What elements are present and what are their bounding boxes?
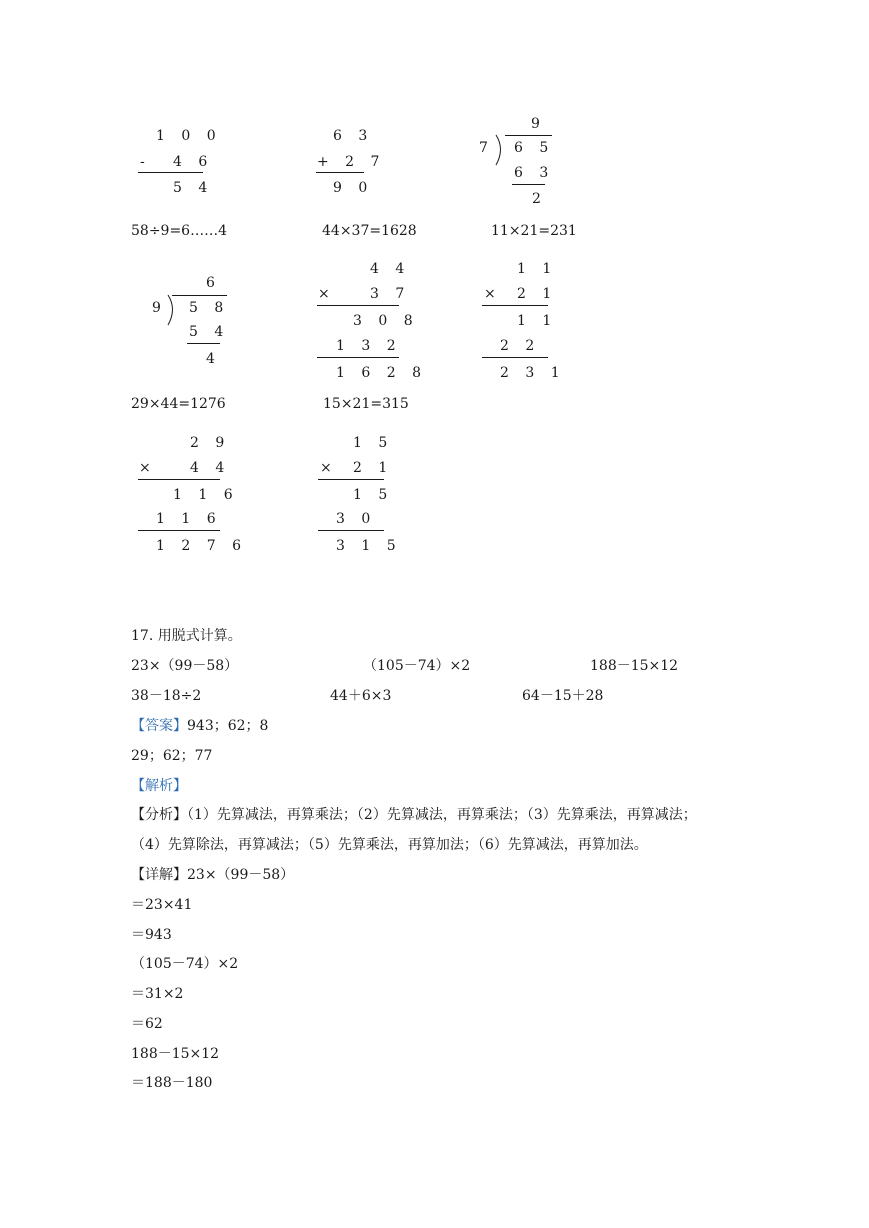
mul1-row2: 3 7: [370, 286, 411, 302]
mul3-row2: 4 4: [190, 460, 231, 476]
detail-step: ＝62: [131, 1016, 163, 1032]
analysis-line: [131, 808, 697, 822]
div1-bracket: [494, 134, 506, 166]
add-row1: 6 3: [333, 128, 374, 144]
mul4-operator: ×: [320, 460, 332, 476]
div2-quotient: 6: [206, 275, 215, 291]
mul4-partial2: 3 0: [336, 511, 377, 527]
mul4-partial1: 1 5: [353, 487, 394, 503]
answer-line-2: 29；62；77: [131, 748, 213, 764]
detail-line: [131, 868, 294, 882]
mul2-rule2: [482, 357, 548, 358]
mul1-result: 1 6 2 8: [336, 365, 427, 381]
mul2-row1: 1 1: [517, 261, 558, 277]
fenxi-text: （1）先算减法，再算乘法；（2）先算减法，再算乘法；（3）先算乘法，再算减法；: [187, 807, 697, 823]
equation-label: 29×44=1276: [131, 396, 226, 412]
add-rule: [316, 172, 364, 173]
fenxi-tag: 【分析】: [131, 807, 187, 823]
mul3-operator: ×: [139, 460, 151, 476]
div1-top-rule: [505, 135, 552, 136]
mul3-row1: 2 9: [190, 435, 231, 451]
problem-item: 64－15＋28: [522, 688, 604, 704]
div2-bracket: [166, 294, 178, 326]
mul1-operator: ×: [318, 286, 330, 302]
mul4-row2: 2 1: [353, 460, 394, 476]
detail-step: ＝31×2: [131, 986, 184, 1002]
div2-remainder: 4: [206, 351, 215, 367]
mul4-result: 3 1 5: [336, 538, 402, 554]
div1-divisor: 7: [479, 140, 488, 156]
div1-product: 6 3: [514, 165, 555, 181]
detail-text: 23×（99－58）: [187, 867, 295, 883]
div2-top-rule: [172, 295, 227, 296]
div2-dividend: 5 8: [189, 300, 230, 316]
mul2-rule1: [482, 305, 548, 306]
mul2-partial2: 2 2: [500, 338, 541, 354]
mul3-partial2: 1 1 6: [156, 511, 222, 527]
mul3-rule1: [138, 479, 220, 480]
detail-step: ＝188－180: [131, 1075, 213, 1091]
mul1-row1: 4 4: [370, 261, 411, 277]
mul3-rule2: [138, 530, 220, 531]
mul1-partial1: 3 0 8: [353, 313, 419, 329]
div2-divisor: 9: [152, 300, 161, 316]
equation-label: 15×21=315: [323, 396, 409, 412]
sub-row1: 1 0 0: [156, 128, 222, 144]
div1-rule: [512, 184, 545, 185]
answer-values: 943；62；8: [187, 718, 269, 734]
div2-rule: [187, 343, 220, 344]
mul3-partial1: 1 1 6: [173, 487, 239, 503]
question-title: 17. 用脱式计算。: [131, 628, 242, 644]
detail-step: ＝943: [131, 927, 172, 943]
sub-result: 5 4: [173, 180, 214, 196]
sub-operator: -: [140, 154, 145, 170]
add-row2: + 2 7: [317, 154, 386, 170]
problem-item: 38－18÷2: [131, 688, 202, 704]
mul1-rule2: [317, 357, 399, 358]
analysis-tag: 【解析】: [131, 778, 187, 794]
detail-step: （105－74）×2: [131, 956, 239, 972]
detail-step: 188－15×12: [131, 1046, 220, 1062]
problem-item: 23×（99－58）: [131, 658, 239, 674]
problem-item: 44＋6×3: [330, 688, 392, 704]
mul2-operator: ×: [484, 286, 496, 302]
mul4-row1: 1 5: [353, 435, 394, 451]
answer-line: [131, 719, 268, 733]
mul3-result: 1 2 7 6: [156, 538, 247, 554]
mul2-result: 2 3 1: [500, 365, 566, 381]
sub-row2: 4 6: [173, 154, 214, 170]
answer-tag: 【答案】: [131, 718, 187, 734]
sub-rule: [138, 172, 203, 173]
equation-label: 11×21=231: [491, 223, 577, 239]
detail-step: ＝23×41: [131, 897, 193, 913]
detail-tag: 【详解】: [131, 867, 187, 883]
mul1-rule1: [317, 305, 399, 306]
problem-item: （105－74）×2: [363, 658, 471, 674]
mul2-partial1: 1 1: [517, 313, 558, 329]
div2-product: 5 4: [189, 324, 230, 340]
mul4-rule1: [318, 479, 384, 480]
add-result: 9 0: [333, 180, 374, 196]
div1-remainder: 2: [532, 191, 541, 207]
equation-label: 58÷9=6……4: [131, 223, 227, 239]
equation-label: 44×37=1628: [322, 223, 417, 239]
mul2-row2: 2 1: [517, 286, 558, 302]
analysis-line-2: （4）先算除法，再算减法；（5）先算乘法，再算加法；（6）先算减法，再算加法。: [131, 837, 648, 853]
problem-item: 188－15×12: [590, 658, 679, 674]
mul1-partial2: 1 3 2: [336, 338, 402, 354]
div1-dividend: 6 5: [514, 140, 555, 156]
div1-quotient: 9: [531, 116, 540, 132]
mul4-rule2: [318, 530, 384, 531]
